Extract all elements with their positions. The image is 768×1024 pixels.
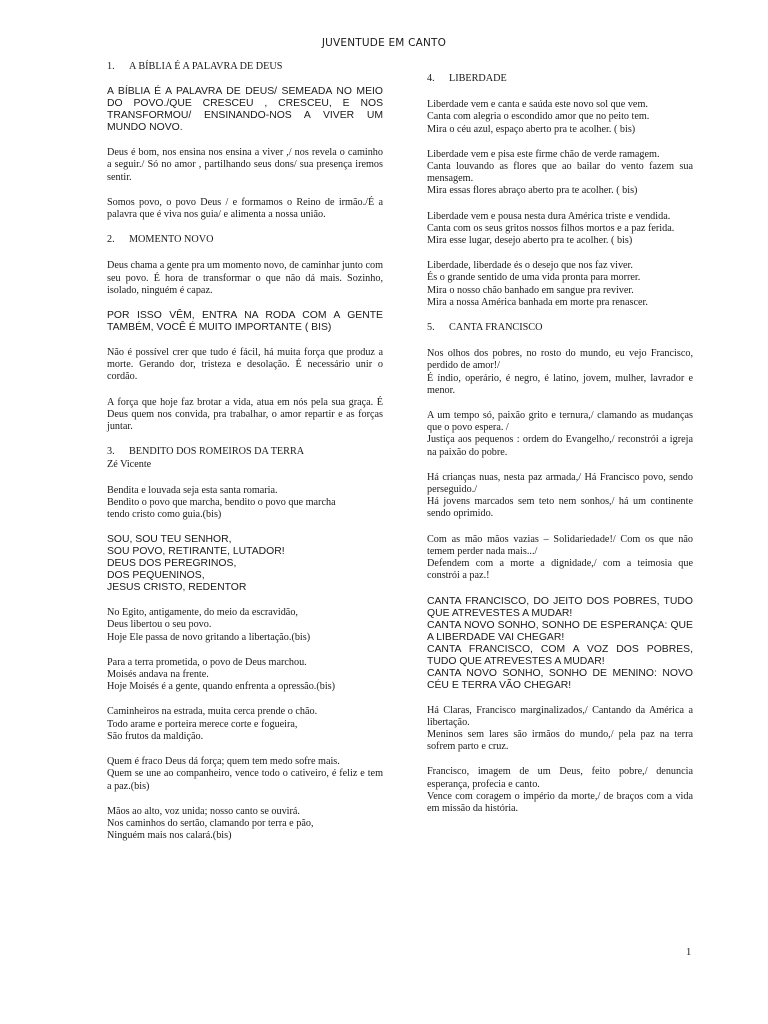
verse: [427, 348, 693, 397]
verse-line: Canta louvando as flores que ao bailar do vento fazem sua mensagem.: [427, 161, 693, 185]
song-number: 1.: [107, 61, 115, 72]
song-title-1: [107, 61, 383, 73]
verse-line: Mira a nossa América banhada em morte pra renascer.: [427, 296, 648, 308]
verse-line: São frutos da maldição.: [107, 730, 204, 742]
verse-line: Ninguém mais nos calará.(bis): [107, 830, 232, 842]
verse: [107, 756, 383, 793]
page-number: 1: [686, 947, 692, 958]
chorus-line: DEUS DOS PEREGRINOS,: [107, 558, 237, 570]
song-number: 2.: [107, 234, 115, 246]
song-number: 4.: [427, 73, 435, 84]
verse-line: Mãos ao alto, voz unida; nosso canto se ouvirá.: [107, 805, 300, 817]
chorus-line: SOU, SOU TEU SENHOR,: [107, 534, 232, 546]
chorus-line: SOU POVO, RETIRANTE, LUTADOR!: [107, 546, 285, 558]
song-title-text: BENDITO DOS ROMEIROS DA TERRA: [129, 446, 305, 458]
verse: [427, 149, 693, 198]
song-number: 3.: [107, 446, 115, 458]
verse-line: És o grande sentido de uma vida pronta para morrer.: [427, 272, 641, 284]
verse-line: É índio, operário, é negro, é latino, jovem, mulher, lavrador e menor.: [427, 372, 693, 396]
verse-line: Francisco, imagem de um Deus, feito pobre,/ denuncia esperança, profecia e canto.: [427, 766, 693, 790]
verse-line: tendo cristo como guia.(bis): [107, 509, 222, 521]
song-number: 5.: [427, 322, 435, 334]
verse: Deus é bom, nos ensina nos ensina a viver ,/ nos revela o caminho a seguir./ Só no amor , partilhando seus dons/ sua presença iremos sentir.: [107, 147, 383, 183]
verse: A força que hoje faz brotar a vida, atua em nós pela sua graça. É Deus quem nos convida, pra trabalhar, o amor repartir e as forças juntar.: [107, 396, 383, 433]
verse: Não é possível crer que tudo é fácil, há muita força que produz a morte. Gerando dor, tristeza e desolação. É necessário unir o cordão.: [107, 347, 383, 383]
verse-line: No Egito, antigamente, do meio da escravidão,: [107, 607, 298, 619]
verse: [427, 766, 693, 815]
verse: [427, 99, 693, 136]
verse: [427, 534, 693, 583]
verse-line: Bendito o povo que marcha, bendito o povo que marcha: [107, 496, 336, 508]
verse: [107, 485, 383, 522]
verse: [427, 410, 693, 459]
verse: [107, 607, 383, 644]
verse: [427, 705, 693, 754]
verse-line: Justiça aos pequenos : ordem do Evangelho,/ reconstrói a igreja na paixão do pobre.: [427, 434, 693, 458]
verse: [427, 260, 693, 309]
verse-line: Vence com coragem o império da morte,/ de braços com a vida em missão da história.: [427, 790, 693, 814]
verse-line: Quem é fraco Deus dá força; quem tem medo sofre mais.: [107, 756, 340, 768]
verse-line: Caminheiros na estrada, muita cerca prende o chão.: [107, 706, 318, 718]
song-title-text: LIBERDADE: [449, 73, 507, 84]
verse: Deus chama a gente pra um momento novo, de caminhar junto com seu povo. É hora de transformar o que não dá mais. Sozinho, isolado, ninguém é capaz.: [107, 260, 383, 296]
verse-line: Bendita e louvada seja esta santa romaria.: [107, 484, 278, 496]
verse-line: Mira essas flores abraço aberto pra te acolher. ( bis): [427, 185, 638, 197]
chorus-line: CANTA NOVO SONHO, SONHO DE ESPERANÇA: QUE A LIBERDADE VAI CHEGAR!: [427, 619, 693, 643]
verse-line: A um tempo só, paixão grito e ternura,/ clamando as mudanças que o povo espera. /: [427, 410, 693, 434]
chorus-line: CANTA NOVO SONHO, SONHO DE MENINO: NOVO CÉU E TERRA VÃO CHEGAR!: [427, 667, 693, 691]
chorus-line: JESUS CRISTO, REDENTOR: [107, 582, 247, 594]
verse-line: Moisés andava na frente.: [107, 669, 209, 681]
chorus-line: CANTA FRANCISCO, COM A VOZ DOS POBRES, TUDO QUE ATREVESTES A MUDAR!: [427, 643, 693, 667]
verse-line: Hoje Ele passa de novo gritando a libertação.(bis): [107, 631, 311, 643]
verse-line: Para a terra prometida, o povo de Deus marchou.: [107, 656, 307, 668]
verse-line: Há crianças nuas, nesta paz armada,/ Há Francisco povo, sendo perseguido./: [427, 471, 693, 496]
verse-line: Há Claras, Francisco marginalizados,/ Cantando da América a libertação.: [427, 704, 693, 728]
verse: Somos povo, o povo Deus / e formamos o Reino de irmão./É a palavra que é viva nos guia/ e alimenta a nossa união.: [107, 196, 383, 221]
verse-line: Mira esse lugar, desejo aberto pra te acolher. ( bis): [427, 235, 633, 247]
verse-line: Canta com alegria o escondido amor que no peito tem.: [427, 111, 650, 123]
verse-line: Nos caminhos do sertão, clamando por terra e pão,: [107, 817, 314, 829]
verse-line: Hoje Moisés é a gente, quando enfrenta a opressão.(bis): [107, 681, 336, 693]
chorus-line: CANTA FRANCISCO, DO JEITO DOS POBRES, TUDO QUE ATREVESTES A MUDAR!: [427, 595, 693, 619]
chorus: POR ISSO VÊM, ENTRA NA RODA COM A GENTE TAMBÉM, VOCÊ É MUITO IMPORTANTE ( BIS): [107, 310, 383, 334]
chorus: [107, 534, 383, 594]
verse-line: Meninos sem lares são irmãos do mundo,/ pela paz na terra sofrem parto e cruz.: [427, 728, 693, 753]
verse-line: Com as mão mãos vazias – Solidariedade!/ Com os que não temem perder nada mais.../: [427, 533, 693, 557]
chorus: [427, 596, 693, 692]
song-title-text: A BÍBLIA É A PALAVRA DE DEUS: [129, 61, 283, 72]
song-title-text: CANTA FRANCISCO: [449, 322, 543, 334]
verse: [107, 706, 383, 743]
verse-line: Há jovens marcados sem teto nem sonhos,/ há um continente sendo oprimido.: [427, 496, 693, 520]
right-column: [427, 73, 693, 828]
chorus: A BÍBLIA É A PALAVRA DE DEUS/ SEMEADA NO MEIO DO POVO./QUE CRESCEU , CRESCEU, E NOS TRANSFORMOU/ ENSINANDO-NOS A VIVER UM MUNDO NOVO.: [107, 86, 383, 134]
verse: [427, 472, 693, 521]
verse-line: Canta com os seus gritos nossos filhos mortos e a paz ferida.: [427, 222, 675, 234]
verse-line: Liberdade vem e canta e saúda este novo sol que vem.: [427, 99, 648, 111]
song-title-text: MOMENTO NOVO: [129, 234, 214, 246]
verse: [427, 211, 693, 248]
song-title-4: [427, 73, 693, 85]
verse-line: Defendem com a morte a dignidade,/ com a teimosia que constrói a paz.!: [427, 558, 693, 582]
verse: [107, 657, 383, 694]
verse-line: Quem se une ao companheiro, vence todo o cativeiro, é feliz e tem a paz.(bis): [107, 768, 383, 792]
verse: [107, 806, 383, 843]
verse-line: Nos olhos dos pobres, no rosto do mundo, eu vejo Francisco, perdido de amor!/: [427, 348, 693, 372]
page-header: JUVENTUDE EM CANTO: [321, 37, 447, 49]
song-title-5: [427, 322, 693, 334]
verse-line: Mira o nosso chão banhado em sangue pra reviver.: [427, 284, 634, 296]
song-title-2: [107, 234, 383, 246]
song-title-3: [107, 446, 383, 458]
verse-line: Mira o céu azul, espaço aberto pra te acolher. ( bis): [427, 123, 636, 135]
verse-line: Liberdade vem e pisa este firme chão de verde ramagem.: [427, 148, 660, 160]
verse-line: Liberdade vem e pousa nesta dura América triste e vendida.: [427, 210, 671, 222]
verse-line: Deus libertou o seu povo.: [107, 619, 212, 631]
left-column: [107, 61, 383, 855]
song-author: Zé Vicente: [107, 459, 152, 471]
chorus-line: DOS PEQUENINOS,: [107, 570, 205, 582]
verse-line: Liberdade, liberdade és o desejo que nos faz viver.: [427, 260, 633, 272]
verse-line: Todo arame e porteira merece corte e fogueira,: [107, 718, 298, 730]
